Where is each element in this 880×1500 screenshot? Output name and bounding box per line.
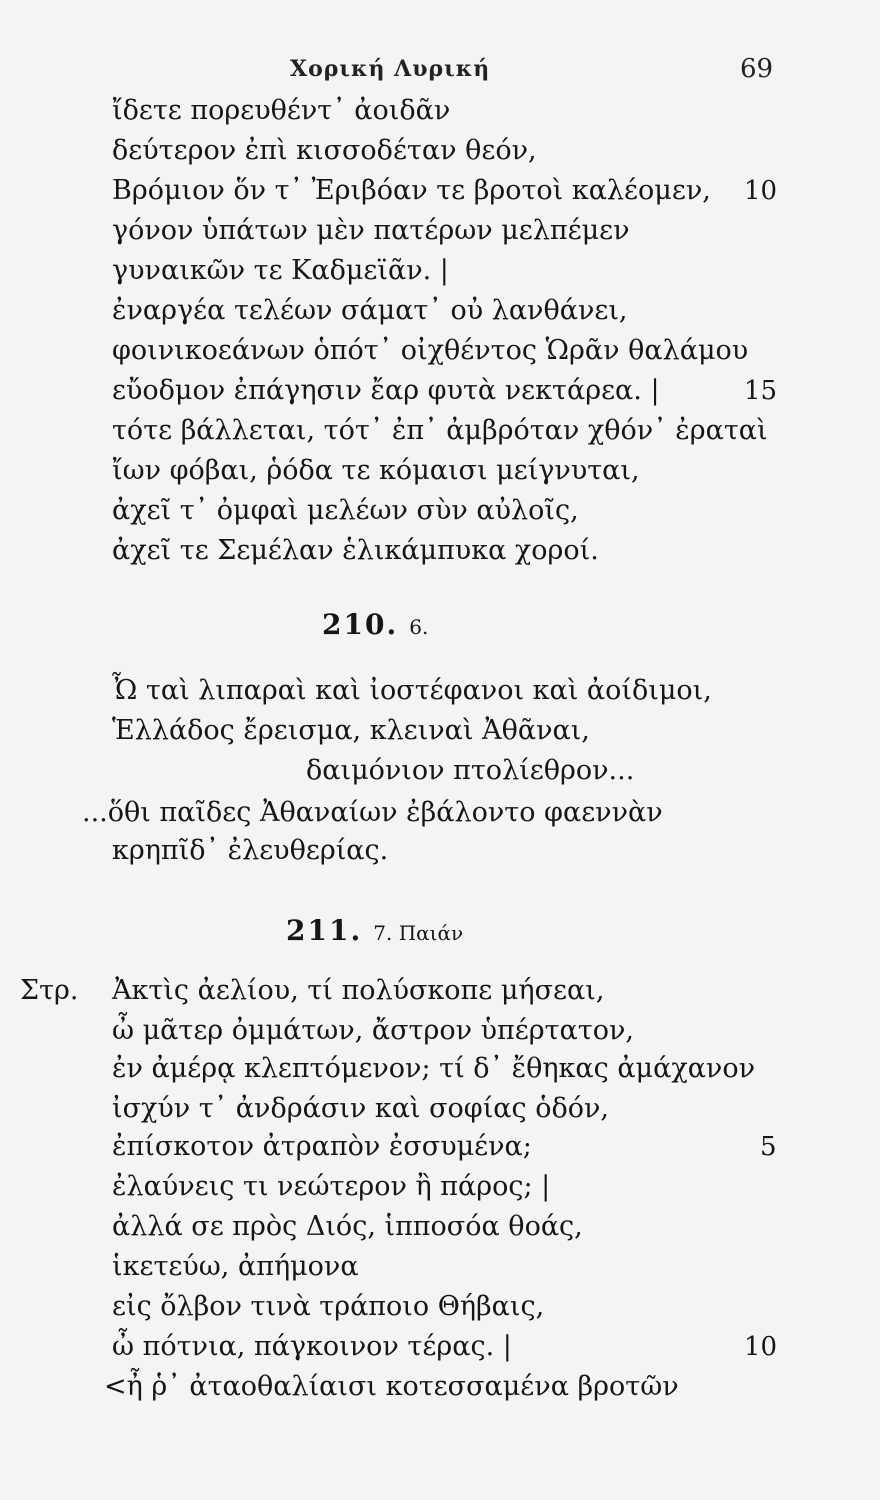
- verse-line: <ἦ ῥ᾽ ἀταοθαλίαισι κοτεσσαμένα βροτῶν: [104, 1371, 679, 1402]
- verse-line: φοινικοεάνων ὁπότ᾽ οἰχθέντος Ὡρᾶν θαλάμου: [112, 335, 749, 366]
- verse-line: κρηπῖδ᾽ ἐλευθερίας.: [112, 835, 389, 866]
- verse-line: ἐν ἀμέρᾳ κλεπτόμενον; τί δ᾽ ἔθηκας ἀμάχανον: [112, 1053, 756, 1084]
- strophe-label: Στρ.: [20, 975, 79, 1006]
- verse-line: ἐναργέα τελέων σάματ᾽ οὐ λανθάνει,: [112, 295, 628, 326]
- verse-line: Ἀκτὶς ἀελίου, τί πολύσκοπε μήσεαι,: [112, 975, 605, 1006]
- line-number: 15: [744, 376, 778, 406]
- verse-line: δεύτερον ἐπὶ κισσοδέταν θεόν,: [112, 135, 537, 166]
- verse-line: ἴων φόβαι, ῥόδα τε κόμαισι μείγνυται,: [112, 455, 640, 486]
- fragment-number: 211.: [286, 914, 363, 947]
- verse-line: ...ὅθι παῖδες Ἀθαναίων ἐβάλοντο φαεννὰν: [82, 797, 663, 828]
- verse-line: ἀλλά σε πρὸς Διός, ἱπποσόα θοάς,: [112, 1211, 583, 1242]
- fragment-number: 210.: [322, 608, 399, 641]
- verse-line: ἱκετεύω, ἀπήμονα: [112, 1251, 359, 1282]
- verse-line: γόνον ὑπάτων μὲν πατέρων μελπέμεν: [112, 215, 630, 246]
- verse-line: ἰσχύν τ᾽ ἀνδράσιν καὶ σοφίας ὁδόν,: [112, 1093, 609, 1124]
- fragment-heading-210: [322, 608, 428, 646]
- running-title: Χορική Λυρική: [290, 56, 491, 82]
- verse-line: εὔοδμον ἐπάγησιν ἔαρ φυτὰ νεκτάρεα. |: [112, 375, 660, 406]
- verse-line: ἐπίσκοτον ἀτραπὸν ἐσσυμένα;: [112, 1131, 532, 1162]
- fragment-label: 6.: [409, 615, 429, 639]
- verse-line: Ἑλλάδος ἔρεισμα, κλειναὶ Ἀθᾶναι,: [112, 715, 590, 746]
- page-number: 69: [740, 54, 774, 84]
- verse-line: τότε βάλλεται, τότ᾽ ἐπ᾽ ἀμβρόταν χθόν᾽ ἐραταὶ: [112, 415, 768, 446]
- fragment-label: 7. Παιάν: [373, 921, 464, 945]
- verse-line: ἀχεῖ τε Σεμέλαν ἑλικάμπυκα χοροί.: [112, 535, 599, 566]
- verse-line: ὦ μᾶτερ ὀμμάτων, ἄστρον ὑπέρτατον,: [112, 1015, 634, 1046]
- verse-line: Ὦ ταὶ λιπαραὶ καὶ ἰοστέφανοι καὶ ἀοίδιμοι,: [112, 675, 712, 706]
- verse-line: Βρόμιον ὅν τ᾽ Ἐριβόαν τε βροτοὶ καλέομεν,: [112, 175, 711, 206]
- line-number: 10: [744, 176, 778, 206]
- fragment-heading-211: [286, 914, 463, 952]
- verse-line: δαιμόνιον πτολίεθρον...: [306, 755, 635, 786]
- verse-line: γυναικῶν τε Καδμεϊᾶν. |: [112, 255, 449, 286]
- verse-line: ἴδετε πορευθέντ᾽ ἀοιδᾶν: [112, 95, 451, 126]
- line-number: 10: [744, 1332, 778, 1362]
- verse-line: εἰς ὄλβον τινὰ τράποιο Θήβαις,: [112, 1291, 545, 1322]
- verse-line: ἐλαύνεις τι νεώτερον ἢ πάρος; |: [112, 1171, 551, 1202]
- verse-line: ὦ πότνια, πάγκοινον τέρας. |: [112, 1331, 512, 1362]
- verse-line: ἀχεῖ τ᾽ ὀμφαὶ μελέων σὺν αὐλοῖς,: [112, 495, 579, 526]
- line-number: 5: [760, 1132, 777, 1162]
